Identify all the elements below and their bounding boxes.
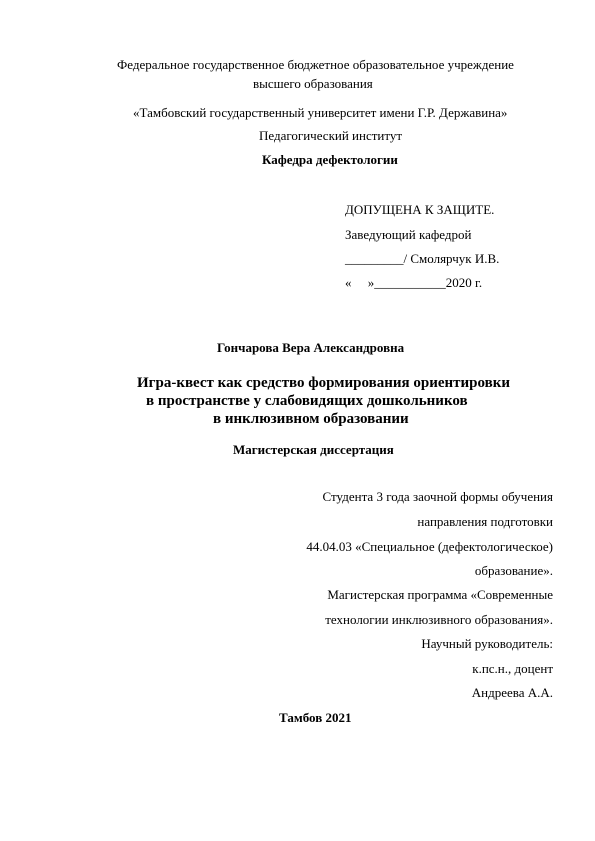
institute-name: Педагогический институт <box>259 128 403 143</box>
approval-signature: _________/ Смолярчук И.В. <box>345 251 500 266</box>
approval-date: « »___________2020 г. <box>345 275 483 290</box>
advisor-degree: к.пс.н., доцент <box>472 661 553 676</box>
advisor-name: Андреева А.А. <box>471 685 553 700</box>
city-year: Тамбов 2021 <box>279 710 352 725</box>
institution-type-line: Федеральное государственное бюджетное образовательное учреждение <box>117 57 514 72</box>
student-info-line-2: направления подготовки <box>417 514 553 529</box>
education-level-line: высшего образования <box>253 76 373 91</box>
student-info-line-1: Студента 3 года заочной формы обучения <box>322 489 553 504</box>
thesis-title-line-2: в пространстве у слабовидящих дошкольников <box>146 393 468 409</box>
student-info-line-6: технологии инклюзивного образования». <box>325 612 553 627</box>
student-info-line-4: образование». <box>474 563 553 578</box>
department-name: Кафедра дефектологии <box>262 152 398 167</box>
thesis-title-line-1: Игра-квест как средство формирования ориентировки <box>137 375 511 391</box>
approval-status: ДОПУЩЕНА К ЗАЩИТЕ. <box>345 202 495 217</box>
work-type: Магистерская диссертация <box>233 442 394 457</box>
author-name: Гончарова Вера Александровна <box>217 340 405 355</box>
thesis-title-line-3: в инклюзивном образовании <box>213 411 409 427</box>
approval-position: Заведующий кафедрой <box>345 227 472 242</box>
university-name: «Тамбовский государственный университет имени Г.Р. Державина» <box>133 105 508 120</box>
student-info-line-5: Магистерская программа «Современные <box>327 587 553 602</box>
advisor-label: Научный руководитель: <box>421 636 553 651</box>
student-info-line-3: 44.04.03 «Специальное (дефектологическое) <box>306 539 553 554</box>
